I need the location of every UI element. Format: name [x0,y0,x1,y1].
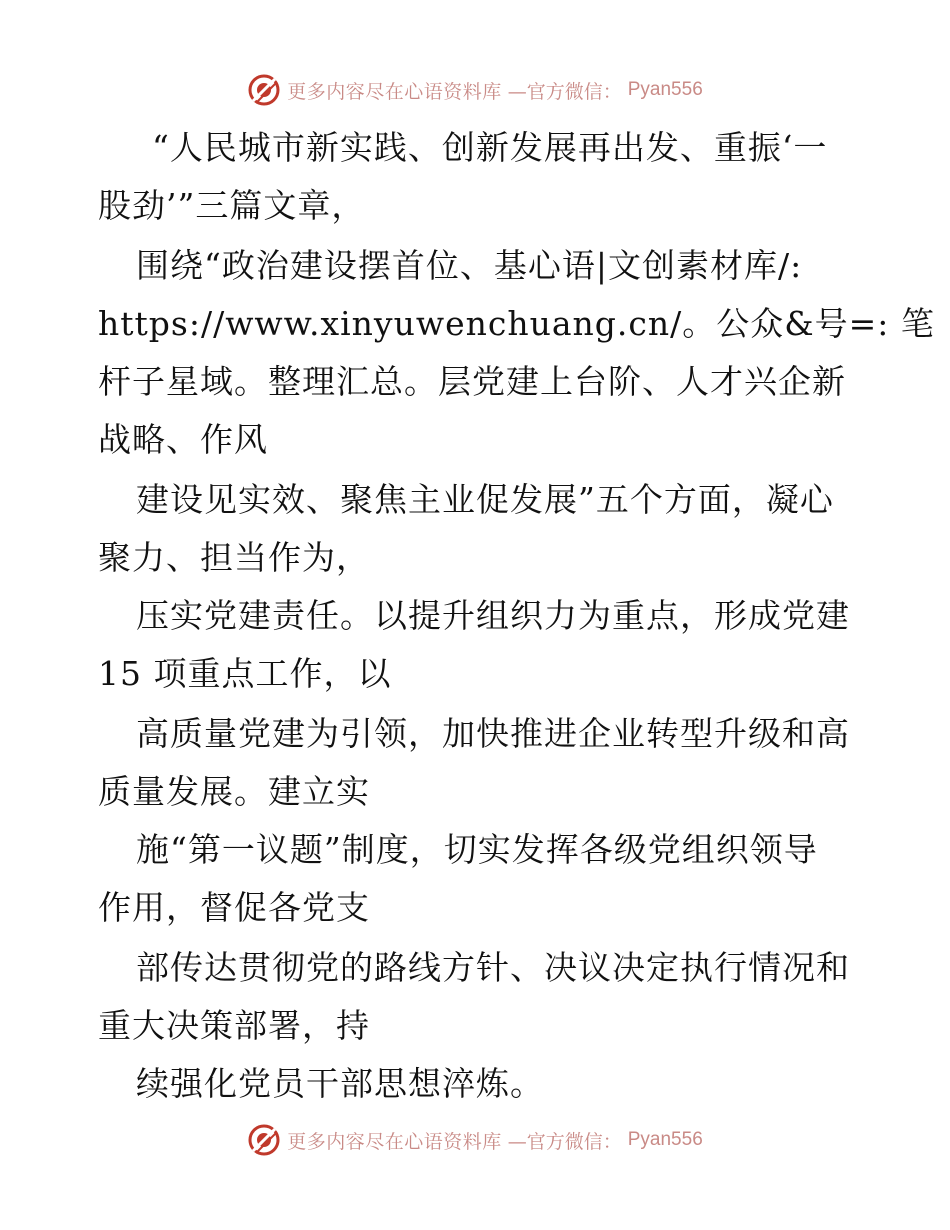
body-line: 质量发展。建立实 [98,772,370,811]
body-line: 围绕“政治建设摆首位、基心语|文创素材库/: [136,246,803,285]
header-banner [0,70,950,110]
body-line: 聚力、担当作为， [98,538,370,577]
body-line: 作用，督促各党支 [98,888,370,927]
body-line: 高质量党建为引领，加快推进企业转型升级和高 [136,714,850,753]
header-wechat-id: Pyan556 [627,79,703,100]
body-line: 15 项重点工作，以 [98,654,392,693]
logo-icon [247,73,281,107]
logo-icon [247,1123,281,1157]
body-line: 建设见实效、聚焦主业促发展”五个方面，凝心 [136,480,834,519]
body-line: 杆子星域。整理汇总。层党建上台阶、人才兴企新 [98,362,846,401]
footer-banner-text: 更多内容尽在心语资料库 [287,1130,502,1153]
footer-wechat-label: —官方微信： [507,1130,622,1153]
footer-wechat-id: Pyan556 [627,1129,703,1150]
body-line: 部传达贯彻党的路线方针、决议决定执行情况和 [136,948,850,987]
header-wechat-label: —官方微信： [507,80,622,103]
body-line: 续强化党员干部思想淬炼。 [136,1064,544,1103]
footer-banner [0,1120,950,1160]
header-banner-text: 更多内容尽在心语资料库 [287,80,502,103]
body-line: 战略、作风 [98,420,268,459]
body-line: 股劲’”三篇文章， [98,186,366,225]
body-line: 压实党建责任。以提升组织力为重点，形成党建 [136,596,850,635]
body-line: 施“第一议题”制度，切实发挥各级党组织领导 [136,830,818,869]
body-line: “人民城市新实践、创新发展再出发、重振‘一 [152,128,828,167]
body-line: https://www.xinyuwenchuang.cn/。公众&号=: 笔 [98,304,935,343]
body-line: 重大决策部署，持 [98,1006,370,1045]
